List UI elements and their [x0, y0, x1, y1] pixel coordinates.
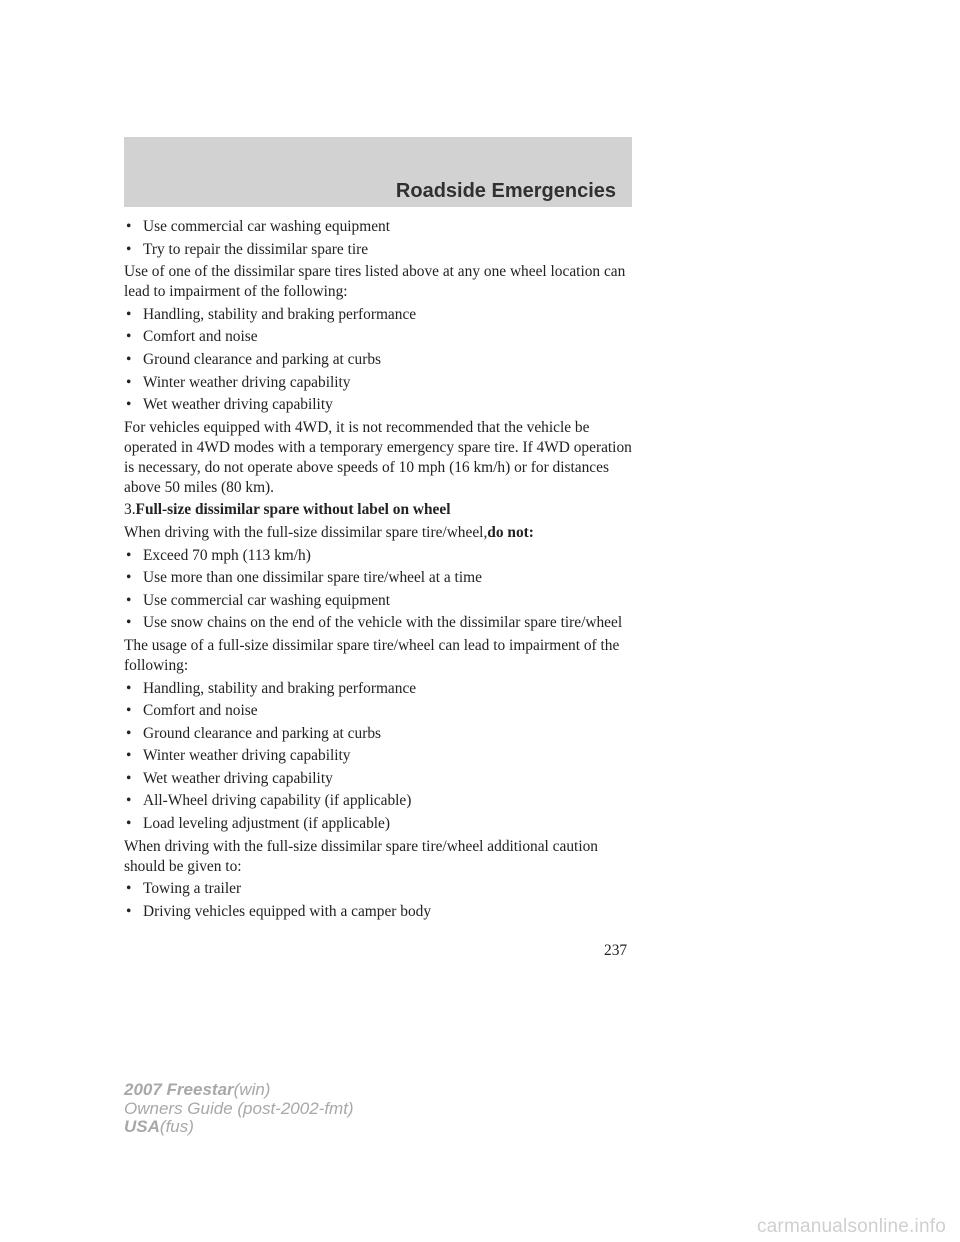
list-item-text: Handling, stability and braking performance [143, 305, 417, 323]
list-item-text: Comfort and noise [143, 702, 258, 720]
list-item-text: Ground clearance and parking at curbs [143, 350, 382, 368]
list-item [124, 568, 634, 588]
paragraph: When driving with the full-size dissimilar spare tire/wheel additional caution should be given to: [124, 837, 598, 875]
list-item [124, 701, 634, 721]
list-item-text: All-Wheel driving capability (if applicable) [143, 792, 412, 810]
page-body [124, 217, 634, 924]
list-item-text: Use commercial car washing equipment [143, 218, 391, 235]
list-item [124, 350, 634, 370]
list-item-text: Driving vehicles equipped with a camper body [143, 902, 432, 920]
list-item [124, 373, 634, 393]
list-item-text: Towing a trailer [143, 880, 242, 898]
footer-line [124, 1081, 354, 1100]
list-item [124, 217, 634, 237]
footer-market: USA [124, 1117, 160, 1137]
bullet-icon: • [126, 373, 132, 391]
bullet-icon: • [126, 328, 132, 346]
bullet-icon: • [126, 880, 132, 898]
list-item [124, 591, 634, 611]
item-number: 3. [124, 501, 136, 519]
list-item [124, 240, 634, 260]
bullet-icon: • [126, 305, 132, 323]
bullet-icon: • [126, 679, 132, 697]
footer-code: (win) [233, 1080, 271, 1099]
list-item-text: Comfort and noise [143, 328, 258, 346]
list-item [124, 305, 634, 325]
numbered-heading [124, 500, 634, 520]
bullet-icon: • [126, 218, 132, 235]
bullet-icon: • [126, 769, 132, 787]
paragraph: Use of one of the dissimilar spare tires listed above at any one wheel location can lead to impairment of the following: [124, 263, 626, 301]
list-item [124, 546, 634, 566]
bullet-icon: • [126, 546, 132, 564]
paragraph: The usage of a full-size dissimilar spare tire/wheel can lead to impairment of the following: [124, 636, 620, 674]
list-item [124, 395, 634, 415]
list-item [124, 902, 634, 922]
bullet-icon: • [126, 902, 132, 920]
item-title: Full-size dissimilar spare without label on wheel [135, 501, 451, 519]
list-item-text: Use more than one dissimilar spare tire/wheel at a time [143, 569, 482, 587]
footer-line [124, 1118, 354, 1137]
list-item [124, 769, 634, 789]
section-title: Roadside Emergencies [395, 180, 616, 202]
bullet-icon: • [126, 591, 132, 609]
list-item [124, 791, 634, 811]
bullet-icon: • [126, 747, 132, 765]
list-item-text: Winter weather driving capability [143, 747, 351, 765]
section-header-bar [124, 137, 632, 207]
list-item-text: Use snow chains on the end of the vehicle with the dissimilar spare tire/wheel [143, 614, 623, 632]
list-item-text: Exceed 70 mph (113 km/h) [143, 546, 311, 564]
watermark: carmanualsonline.info [756, 1216, 946, 1237]
paragraph-emphasis: do not: [487, 523, 534, 541]
bullet-icon: • [126, 792, 132, 810]
bullet-icon: • [126, 396, 132, 414]
list-item [124, 879, 634, 899]
list-item-text: Wet weather driving capability [143, 396, 333, 414]
list-item [124, 613, 634, 633]
document-footer [124, 1081, 354, 1137]
list-item-text: Wet weather driving capability [143, 769, 333, 787]
footer-model: 2007 Freestar [124, 1080, 234, 1099]
bullet-icon: • [126, 815, 132, 833]
list-item [124, 814, 634, 834]
list-item-text: Ground clearance and parking at curbs [143, 724, 382, 742]
paragraph-text: When driving with the full-size dissimilar spare tire/wheel, [124, 523, 488, 541]
page-number: 237 [604, 942, 628, 959]
footer-code: (fus) [159, 1117, 194, 1137]
list-item-text: Try to repair the dissimilar spare tire [143, 240, 369, 258]
list-item-text: Winter weather driving capability [143, 373, 351, 391]
list-item [124, 327, 634, 347]
list-item-text: Handling, stability and braking performance [143, 679, 417, 697]
paragraph: For vehicles equipped with 4WD, it is not recommended that the vehicle be operated in 4WD modes with a temporary emergency spare tire. If 4WD operation is necessary, do not operate above speeds of 10 mph (16 km/h) or for distances above 50 miles (80 km). [124, 418, 632, 496]
bullet-icon: • [126, 350, 132, 368]
list-item [124, 679, 634, 699]
bullet-icon: • [126, 614, 132, 632]
bullet-icon: • [126, 569, 132, 587]
list-item [124, 746, 634, 766]
bullet-icon: • [126, 724, 132, 742]
bullet-icon: • [126, 702, 132, 720]
list-item-text: Load leveling adjustment (if applicable) [143, 815, 391, 833]
list-item-text: Use commercial car washing equipment [143, 591, 391, 609]
bullet-icon: • [126, 240, 132, 258]
list-item [124, 724, 634, 744]
paragraph [124, 523, 634, 543]
footer-line: Owners Guide (post-2002-fmt) [124, 1098, 354, 1118]
